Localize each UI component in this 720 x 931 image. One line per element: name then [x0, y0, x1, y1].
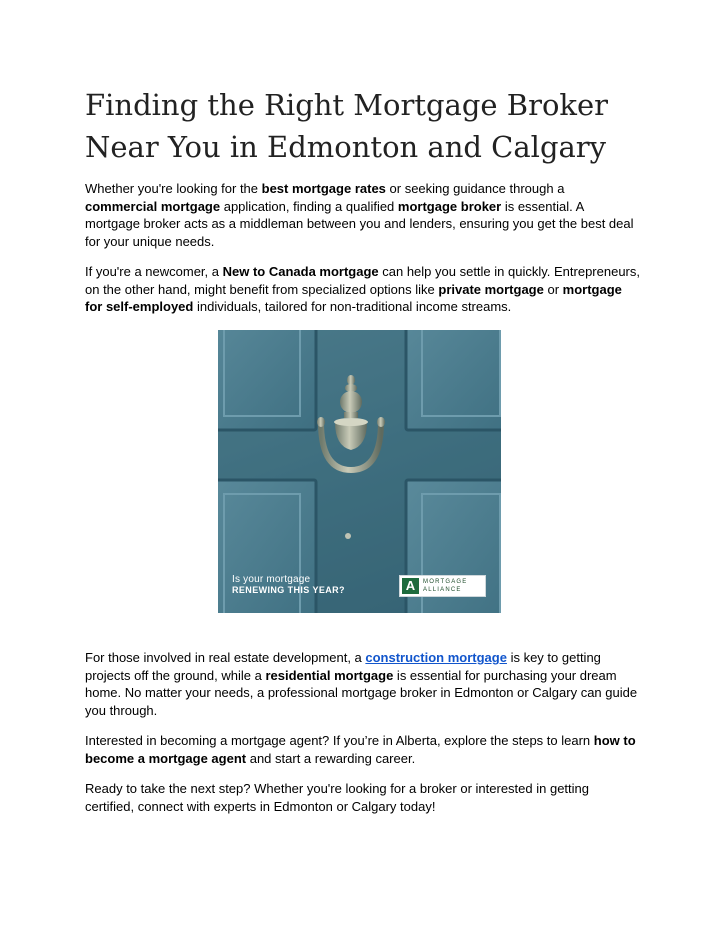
logo-mark-icon: A	[402, 578, 419, 594]
keyword-best-mortgage-rates: best mortgage rates	[261, 181, 386, 196]
door-knocker-image	[218, 330, 501, 613]
agent-paragraph	[85, 732, 640, 767]
caption-line-2: RENEWING THIS YEAR?	[232, 585, 345, 595]
text: is key to getting projects off the ground, while a	[85, 650, 601, 683]
keyword-private-mortgage: private mortgage	[438, 281, 544, 297]
text: and start a rewarding career.	[246, 750, 416, 766]
image-caption	[232, 574, 345, 596]
logo-line-1: MORTGAGE	[423, 579, 468, 585]
intro-paragraph	[85, 180, 640, 250]
keyword-new-to-canada-mortgage: New to Canada mortgage	[222, 264, 379, 279]
text: Interested in becoming a mortgage agent? If you’re in Alberta, explore the steps to learn	[85, 733, 594, 748]
logo-text	[423, 578, 468, 594]
text: individuals, tailored for non-traditional income streams.	[193, 299, 512, 314]
logo-line-2: ALLIANCE	[423, 587, 462, 593]
keyword-residential-mortgage: residential mortgage	[265, 667, 394, 683]
keyword-become-mortgage-agent: how to become a mortgage agent	[85, 733, 636, 766]
text: For those involved in real estate development, a	[85, 650, 366, 665]
text: is essential for purchasing your dream home. No matter your needs, a professional mortgage broker in Edmonton or Calgary can guide you through.	[85, 667, 638, 718]
keyword-mortgage-broker: mortgage broker	[397, 198, 502, 214]
construction-mortgage-link[interactable]: construction mortgage	[365, 650, 507, 665]
keyword-mortgage-self-employed: mortgage for self-employed	[85, 281, 622, 314]
text: Whether you're looking for the	[85, 181, 262, 196]
door-knob	[345, 533, 351, 539]
text: application, finding a qualified	[220, 198, 398, 214]
text: is essential. A mortgage broker acts as a middleman between you and lenders, ensuring you get the best deal for your unique needs.	[85, 198, 634, 249]
caption-line-1: Is your mortgage	[232, 574, 311, 585]
keyword-commercial-mortgage: commercial mortgage	[85, 198, 221, 214]
article-title: Finding the Right Mortgage Broker Near You in Edmonton and Calgary	[85, 88, 609, 164]
text: can help you settle in quickly. Entrepreneurs, on the other hand, might benefit from specialized options like	[85, 264, 640, 297]
text: or	[543, 281, 563, 297]
door-illustration	[218, 330, 501, 613]
text: If you're a newcomer, a	[85, 264, 223, 279]
text: Ready to take the next step? Whether you're looking for a broker or interested in getting certified, connect with experts in Edmonton or Calgary today!	[85, 781, 589, 814]
construction-paragraph	[85, 649, 640, 719]
closing-paragraph	[85, 780, 640, 815]
text: or seeking guidance through a	[385, 181, 565, 196]
newcomer-paragraph	[85, 263, 640, 316]
mortgage-alliance-logo	[399, 575, 486, 597]
